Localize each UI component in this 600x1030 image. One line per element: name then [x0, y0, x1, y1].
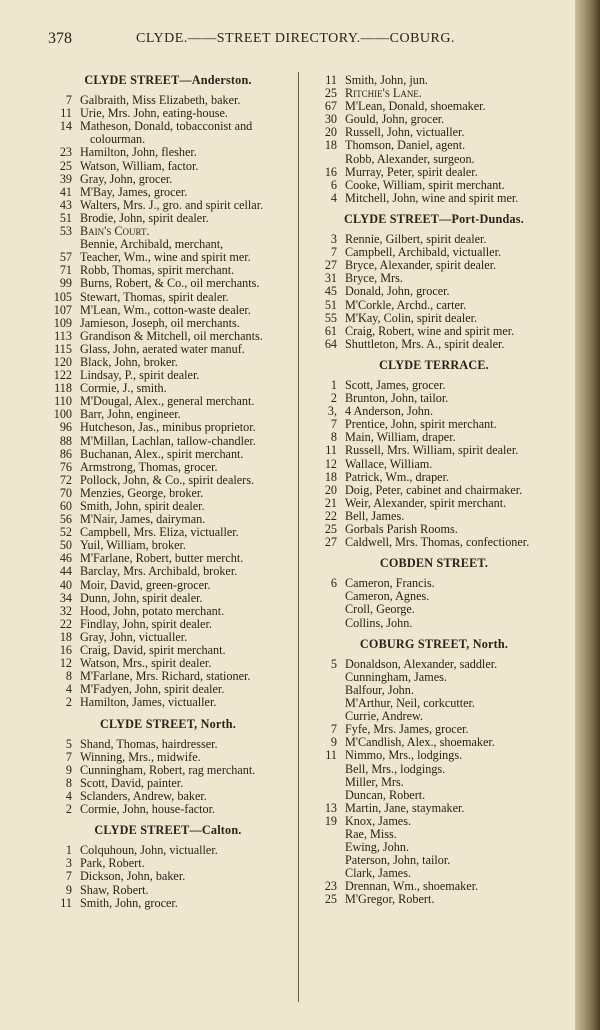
- directory-entry: [305, 802, 563, 815]
- resident-name: Rennie, Gilbert, spirit dealer.: [345, 232, 487, 247]
- house-number: 25: [59, 158, 72, 173]
- house-number: 11: [60, 106, 72, 121]
- street-heading: CLYDE TERRACE.: [379, 357, 489, 372]
- directory-entry: [305, 815, 563, 828]
- directory-entry: [305, 789, 563, 802]
- directory-entry: [305, 828, 563, 841]
- directory-entry: [305, 325, 563, 338]
- directory-entry: [305, 484, 563, 497]
- resident-name: Ritchie's Lane.: [345, 86, 422, 101]
- resident-name: Winning, Mrs., midwife.: [80, 749, 201, 764]
- house-number: 115: [54, 341, 72, 356]
- resident-name: Jamieson, Joseph, oil merchants.: [80, 315, 240, 330]
- directory-entry: [305, 74, 563, 87]
- directory-entry: [305, 893, 563, 906]
- directory-entry: [305, 880, 563, 893]
- resident-name: Cunningham, Robert, rag merchant.: [80, 762, 256, 777]
- resident-name: Matheson, Donald, tobacconist and: [80, 119, 253, 134]
- house-number: 25: [324, 86, 337, 101]
- left-column: [40, 74, 296, 910]
- resident-name: Cormie, John, house-factor.: [80, 802, 216, 817]
- directory-entry: [40, 304, 296, 317]
- house-number: 50: [59, 538, 72, 553]
- house-number: 21: [324, 495, 337, 510]
- resident-name: Patrick, Wm., draper.: [345, 469, 450, 484]
- resident-name: M'Candlish, Alex., shoemaker.: [345, 735, 495, 750]
- resident-name: Black, John, broker.: [80, 354, 178, 369]
- resident-name: Brunton, John, tailor.: [345, 391, 449, 406]
- house-number: 107: [53, 302, 72, 317]
- house-number: 70: [59, 485, 72, 500]
- house-number: 51: [324, 297, 337, 312]
- house-number: 122: [53, 368, 72, 383]
- directory-entry: [305, 497, 563, 510]
- house-number: 2: [330, 391, 337, 406]
- resident-name: Glass, John, aerated water manuf.: [80, 341, 245, 356]
- resident-name: Miller, Mrs.: [345, 774, 404, 789]
- house-number: 11: [325, 443, 337, 458]
- directory-entry: [305, 139, 563, 152]
- directory-entry: [40, 565, 296, 578]
- directory-entry: [305, 392, 563, 405]
- resident-name: Robb, Alexander, surgeon.: [345, 151, 475, 166]
- directory-entry: [305, 671, 563, 684]
- resident-name: Russell, John, victualler.: [345, 125, 465, 140]
- house-number: 14: [59, 119, 72, 134]
- directory-entry: [40, 844, 296, 857]
- house-number: 39: [59, 171, 72, 186]
- house-number: 1: [330, 377, 337, 392]
- street-heading: COBDEN STREET.: [379, 556, 489, 571]
- resident-name: Cormie, J., smith.: [80, 381, 167, 396]
- resident-name: M'Arthur, Neil, corkcutter.: [345, 696, 475, 711]
- resident-name: Prentice, John, spirit merchant.: [345, 417, 497, 432]
- resident-name: Knox, James.: [345, 813, 412, 828]
- house-number: 44: [59, 564, 72, 579]
- directory-entry: [40, 277, 296, 290]
- directory-entry: [40, 696, 296, 709]
- resident-name: Mitchell, John, wine and spirit mer.: [345, 190, 519, 205]
- directory-entry: [40, 579, 296, 592]
- resident-name: Weir, Alexander, spirit merchant.: [345, 495, 507, 510]
- resident-name: Dickson, John, baker.: [80, 869, 186, 884]
- directory-entry: [40, 435, 296, 448]
- house-number: 96: [59, 420, 72, 435]
- directory-entry: [40, 592, 296, 605]
- house-number: 16: [59, 643, 72, 658]
- house-number: 13: [324, 800, 337, 815]
- entry-continuation: colourman.: [90, 132, 146, 147]
- house-number: 9: [65, 762, 72, 777]
- resident-name: Clark, James.: [345, 866, 412, 881]
- directory-entry: [40, 317, 296, 330]
- resident-name: Armstrong, Thomas, grocer.: [80, 459, 218, 474]
- house-number: 32: [59, 603, 72, 618]
- resident-name: Caldwell, Mrs. Thomas, confectioner.: [345, 535, 530, 550]
- street-heading: CLYDE STREET—Anderston.: [84, 73, 252, 87]
- resident-name: Buchanan, Alex., spirit merchant.: [80, 446, 244, 461]
- house-number: 72: [59, 472, 72, 487]
- resident-name: M'Dougal, Alex., general merchant.: [80, 394, 255, 409]
- resident-name: Brodie, John, spirit dealer.: [80, 210, 209, 225]
- resident-name: Thomson, Daniel, agent.: [345, 138, 466, 153]
- directory-entry: [40, 461, 296, 474]
- resident-name: Colquhoun, John, victualler.: [80, 843, 218, 858]
- house-number: 41: [59, 184, 72, 199]
- house-number: 2: [65, 695, 72, 710]
- resident-name: Bryce, Mrs.: [345, 271, 403, 286]
- resident-name: 4 Anderson, John.: [345, 404, 434, 419]
- resident-name: Smith, John, jun.: [345, 73, 428, 87]
- resident-name: Main, William, draper.: [345, 430, 456, 445]
- resident-name: Rae, Miss.: [345, 826, 397, 841]
- resident-name: Watson, Mrs., spirit dealer.: [80, 656, 212, 671]
- directory-entry: [305, 697, 563, 710]
- column-divider: [298, 72, 299, 1002]
- directory-entry: [305, 471, 563, 484]
- house-number: 11: [325, 748, 337, 763]
- resident-name: Gorbals Parish Rooms.: [345, 522, 458, 536]
- resident-name: Park, Robert.: [80, 856, 145, 871]
- directory-entry: [305, 658, 563, 671]
- house-number: 34: [59, 590, 72, 605]
- resident-name: Moir, David, green-grocer.: [80, 577, 211, 592]
- house-number: 20: [324, 482, 337, 497]
- resident-name: Martin, Jane, staymaker.: [345, 800, 465, 815]
- directory-entry: [40, 146, 296, 159]
- house-number: 53: [59, 224, 72, 239]
- house-number: 18: [324, 469, 337, 484]
- house-number: 60: [59, 499, 72, 513]
- resident-name: Campbell, Archibald, victualler.: [345, 245, 502, 260]
- house-number: 51: [59, 210, 72, 225]
- resident-name: Wallace, William.: [345, 456, 433, 471]
- resident-name: Shand, Thomas, hairdresser.: [80, 736, 218, 751]
- page-header: [48, 30, 548, 50]
- resident-name: Robb, Thomas, spirit merchant.: [80, 263, 235, 278]
- house-number: 25: [324, 522, 337, 536]
- resident-name: Pollock, John, & Co., spirit dealers.: [80, 472, 254, 487]
- directory-entry: [40, 764, 296, 777]
- resident-name: Hamilton, James, victualler.: [80, 695, 217, 710]
- directory-entry: [305, 299, 563, 312]
- house-number: 7: [330, 417, 337, 432]
- resident-name: Gray, John, grocer.: [80, 171, 173, 186]
- house-number: 7: [65, 869, 72, 884]
- resident-name: Russell, Mrs. William, spirit dealer.: [345, 443, 519, 458]
- directory-entry: [40, 421, 296, 434]
- house-number: 20: [324, 125, 337, 140]
- house-number: 110: [54, 394, 72, 409]
- resident-name: Watson, William, factor.: [80, 158, 199, 173]
- house-number: 30: [324, 112, 337, 127]
- resident-name: Shuttleton, Mrs. A., spirit dealer.: [345, 336, 505, 351]
- house-number: 9: [65, 882, 72, 897]
- house-number: 3: [330, 232, 337, 247]
- house-number: 57: [59, 250, 72, 265]
- resident-name: Duncan, Robert.: [345, 787, 426, 802]
- house-number: 8: [65, 775, 72, 790]
- resident-name: Fyfe, Mrs. James, grocer.: [345, 722, 469, 737]
- directory-entry: [40, 120, 296, 133]
- house-number: 23: [59, 145, 72, 160]
- resident-name: Menzies, George, broker.: [80, 485, 204, 500]
- resident-name: Donaldson, Alexander, saddler.: [345, 656, 498, 671]
- directory-entry: [40, 330, 296, 343]
- directory-entry: [305, 776, 563, 789]
- directory-entry: [305, 166, 563, 179]
- directory-entry: [305, 536, 563, 549]
- house-number: 40: [59, 577, 72, 592]
- resident-name: Urie, Mrs. John, eating-house.: [80, 106, 228, 121]
- resident-name: Bennie, Archibald, merchant,: [80, 237, 224, 252]
- resident-name: M'Bay, James, grocer.: [80, 184, 188, 199]
- house-number: 4: [65, 682, 72, 697]
- resident-name: M'Gregor, Robert.: [345, 892, 435, 907]
- book-spine-edge: [575, 0, 600, 1030]
- directory-entry: [305, 854, 563, 867]
- resident-name: Croll, George.: [345, 602, 415, 617]
- resident-name: Craig, Robert, wine and spirit mer.: [345, 323, 515, 338]
- house-number: 22: [324, 508, 337, 523]
- resident-name: Yuil, William, broker.: [80, 538, 186, 553]
- directory-entry: [305, 458, 563, 471]
- resident-name: Smith, John, spirit dealer.: [80, 499, 205, 513]
- resident-name: Smith, John, grocer.: [80, 895, 178, 910]
- directory-entry: [40, 618, 296, 631]
- directory-entry: [305, 444, 563, 457]
- resident-name: Craig, David, spirit merchant.: [80, 643, 226, 658]
- house-number: 56: [59, 512, 72, 527]
- street-heading: CLYDE STREET—Calton.: [94, 823, 242, 838]
- house-number: 25: [324, 892, 337, 907]
- directory-entry: [40, 738, 296, 751]
- street-heading: COBURG STREET, North.: [359, 636, 509, 651]
- directory-entry: [305, 153, 563, 166]
- directory-entry: [305, 312, 563, 325]
- resident-name: Murray, Peter, spirit dealer.: [345, 164, 478, 179]
- resident-name: Hutcheson, Jas., minibus proprietor.: [80, 420, 256, 435]
- resident-name: Cooke, William, spirit merchant.: [345, 177, 505, 192]
- house-number: 43: [59, 197, 72, 212]
- directory-entry: [40, 777, 296, 790]
- directory-entry: [305, 590, 563, 603]
- house-number: 9: [330, 735, 337, 750]
- resident-name: Drennan, Wm., shoemaker.: [345, 879, 479, 894]
- resident-name: Grandison & Mitchell, oil merchants.: [80, 328, 263, 343]
- house-number: 6: [330, 177, 337, 192]
- house-number: 5: [330, 656, 337, 671]
- resident-name: Barclay, Mrs. Archibald, broker.: [80, 564, 238, 579]
- house-number: 67: [324, 99, 337, 114]
- resident-name: M'Farlane, Mrs. Richard, stationer.: [80, 669, 251, 684]
- directory-entry: [40, 212, 296, 225]
- resident-name: Doig, Peter, cabinet and chairmaker.: [345, 482, 523, 497]
- house-number: 27: [324, 535, 337, 550]
- house-number: 22: [59, 616, 72, 631]
- resident-name: Findlay, John, spirit dealer.: [80, 616, 212, 631]
- house-number: 8: [330, 430, 337, 445]
- house-number: 18: [324, 138, 337, 153]
- directory-entry: [40, 897, 296, 910]
- resident-name: Nimmo, Mrs., lodgings.: [345, 748, 463, 763]
- house-number: 7: [330, 722, 337, 737]
- house-number: 16: [324, 164, 337, 179]
- house-number: 23: [324, 879, 337, 894]
- resident-name: Balfour, John.: [345, 682, 414, 697]
- resident-name: M'Lean, Donald, shoemaker.: [345, 99, 486, 114]
- resident-name: Dunn, John, spirit dealer.: [80, 590, 203, 605]
- house-number: 118: [54, 381, 72, 396]
- page-number: 378: [48, 30, 72, 47]
- resident-name: M'Fadyen, John, spirit dealer.: [80, 682, 225, 697]
- resident-name: Lindsay, P., spirit dealer.: [80, 368, 200, 383]
- resident-name: Cunningham, James.: [345, 669, 447, 684]
- directory-entry: [305, 763, 563, 776]
- resident-name: Bryce, Alexander, spirit dealer.: [345, 258, 497, 273]
- house-number: 120: [53, 354, 72, 369]
- house-number: 6: [330, 576, 337, 591]
- directory-entry: [305, 577, 563, 590]
- resident-name: Donald, John, grocer.: [345, 284, 450, 299]
- directory-entry: [40, 605, 296, 618]
- resident-name: Scott, James, grocer.: [345, 377, 446, 392]
- resident-name: Sclanders, Andrew, baker.: [80, 788, 207, 803]
- house-number: 113: [54, 328, 72, 343]
- house-number: 109: [53, 315, 72, 330]
- house-number: 100: [53, 407, 72, 422]
- directory-entry: [305, 259, 563, 272]
- directory-entry: [305, 192, 563, 205]
- directory-entry: [40, 291, 296, 304]
- house-number: 76: [59, 459, 72, 474]
- resident-name: Stewart, Thomas, spirit dealer.: [80, 289, 229, 304]
- street-heading: CLYDE STREET, North.: [99, 716, 237, 731]
- resident-name: Ewing, John.: [345, 840, 409, 855]
- directory-entry: [305, 749, 563, 762]
- house-number: 46: [59, 551, 72, 566]
- resident-name: Cameron, Francis.: [345, 576, 435, 591]
- house-number: 4: [65, 788, 72, 803]
- house-number: 86: [59, 446, 72, 461]
- directory-entry: [40, 173, 296, 186]
- resident-name: M'Nair, James, dairyman.: [80, 512, 206, 527]
- house-number: 61: [324, 323, 337, 338]
- resident-name: Hamilton, John, flesher.: [80, 145, 197, 160]
- house-number: 11: [325, 73, 337, 87]
- resident-name: Shaw, Robert.: [80, 882, 149, 897]
- house-number: 99: [59, 276, 72, 291]
- resident-name: Campbell, Mrs. Eliza, victualler.: [80, 525, 239, 540]
- house-number: 7: [330, 245, 337, 260]
- resident-name: M'Farlane, Robert, butter mercht.: [80, 551, 244, 566]
- resident-name: M'Corkle, Archd., carter.: [345, 297, 467, 312]
- house-number: 27: [324, 258, 337, 273]
- running-title: CLYDE.——STREET DIRECTORY.——COBURG.: [136, 31, 455, 46]
- directory-entry: [40, 369, 296, 382]
- house-number: 31: [324, 271, 337, 286]
- resident-name: Scott, David, painter.: [80, 775, 184, 790]
- house-number: 19: [324, 813, 337, 828]
- directory-entry: [40, 199, 296, 212]
- resident-name: Burns, Robert, & Co., oil merchants.: [80, 276, 260, 291]
- house-number: 55: [324, 310, 337, 325]
- resident-name: M'Millan, Lachlan, tallow-chandler.: [80, 433, 256, 448]
- house-number: 3: [65, 856, 72, 871]
- directory-entry: [40, 870, 296, 883]
- resident-name: Cameron, Agnes.: [345, 589, 430, 604]
- resident-name: Gould, John, grocer.: [345, 112, 445, 127]
- directory-entry: [40, 803, 296, 816]
- directory-entry: [305, 338, 563, 351]
- house-number: 7: [65, 749, 72, 764]
- house-number: 11: [60, 895, 72, 910]
- house-number: 1: [65, 843, 72, 858]
- resident-name: M'Lean, Wm., cotton-waste dealer.: [80, 302, 251, 317]
- house-number: 8: [65, 669, 72, 684]
- house-number: 3,: [327, 404, 337, 419]
- resident-name: Teacher, Wm., wine and spirit mer.: [80, 250, 251, 265]
- resident-name: Paterson, John, tailor.: [345, 853, 451, 868]
- resident-name: Gray, John, victualler.: [80, 629, 188, 644]
- resident-name: Hood, John, potato merchant.: [80, 603, 225, 618]
- house-number: 52: [59, 525, 72, 540]
- house-number: 4: [330, 190, 337, 205]
- directory-entry: [40, 751, 296, 764]
- resident-name: Bell, James.: [345, 508, 405, 523]
- resident-name: Currie, Andrew.: [345, 709, 424, 724]
- house-number: 45: [324, 284, 337, 299]
- directory-entry: [40, 160, 296, 173]
- directory-entry: [305, 617, 563, 630]
- directory-entry: [305, 285, 563, 298]
- house-number: 12: [59, 656, 72, 671]
- resident-name: Walters, Mrs. J., gro. and spirit cellar.: [80, 197, 264, 212]
- right-column: [305, 74, 563, 907]
- house-number: 2: [65, 802, 72, 817]
- resident-name: Bell, Mrs., lodgings.: [345, 761, 446, 776]
- house-number: 7: [65, 93, 72, 108]
- directory-entry: [305, 179, 563, 192]
- house-number: 71: [59, 263, 72, 278]
- directory-entry: [40, 186, 296, 199]
- directory-entry: [40, 474, 296, 487]
- resident-name: M'Kay, Colin, spirit dealer.: [345, 310, 478, 325]
- directory-entry: [40, 884, 296, 897]
- directory-entry: [305, 603, 563, 616]
- house-number: 105: [53, 289, 72, 304]
- house-number: 12: [324, 456, 337, 471]
- house-number: 88: [59, 433, 72, 448]
- house-number: 18: [59, 629, 72, 644]
- directory-entry: [40, 448, 296, 461]
- house-number: 64: [324, 336, 337, 351]
- resident-name: Galbraith, Miss Elizabeth, baker.: [80, 93, 241, 108]
- resident-name: Collins, John.: [345, 615, 413, 630]
- resident-name: Barr, John, engineer.: [80, 407, 181, 422]
- resident-name: Bain's Court.: [80, 224, 150, 239]
- house-number: 5: [65, 736, 72, 751]
- street-heading: CLYDE STREET—Port-Dundas.: [344, 211, 524, 226]
- directory-entry: [40, 343, 296, 356]
